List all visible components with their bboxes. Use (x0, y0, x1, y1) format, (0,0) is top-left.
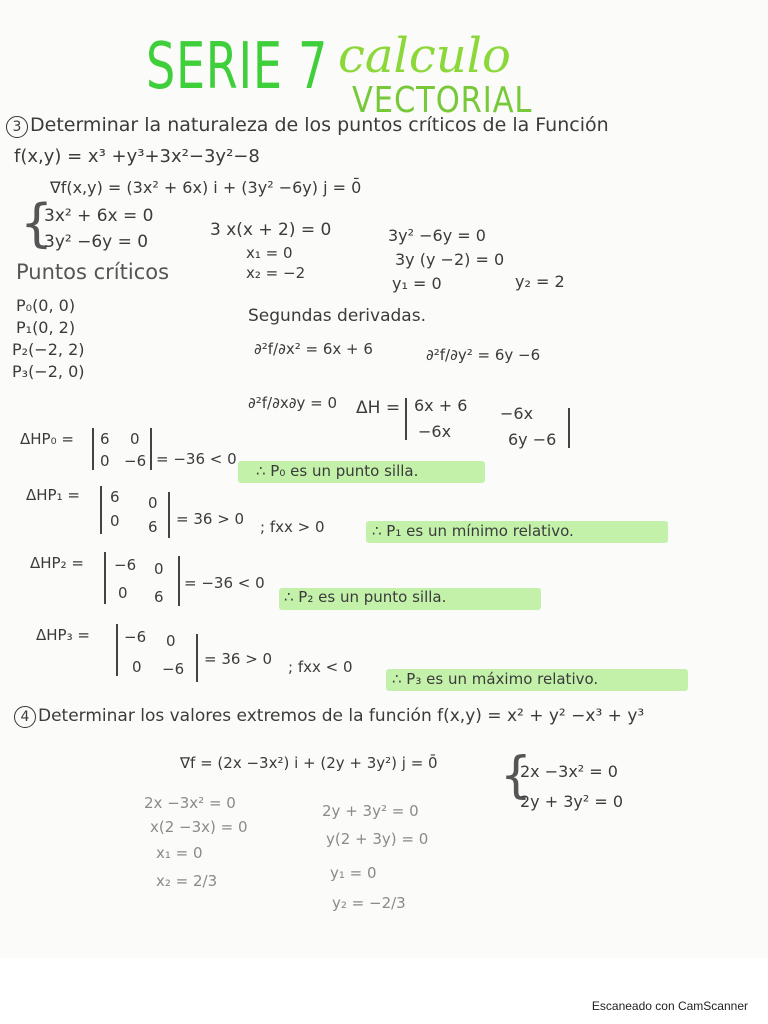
points-title: Puntos críticos (16, 260, 170, 284)
x-step-2: x₁ = 0 (246, 244, 293, 262)
p4-x-step-4: x₂ = 2/3 (156, 872, 218, 890)
hessian-right-bar (568, 408, 570, 448)
hessian-r2c2: 6y −6 (508, 430, 557, 449)
point-1: P₁(0, 2) (16, 318, 76, 337)
p4-x-step-1: 2x −3x² = 0 (144, 794, 236, 812)
eval-p2-label: ΔHP₂ = (30, 554, 84, 572)
title-vectorial: VECTORIAL (352, 80, 533, 121)
eval-p1-extra: ; fxx > 0 (260, 518, 325, 536)
eval-p0-m11: 6 (100, 430, 110, 448)
problem4-heading (14, 706, 644, 728)
eval-p1-m12: 0 (148, 494, 158, 512)
x-step-3: x₂ = −2 (246, 264, 306, 282)
eval-p0-result: = −36 < 0 (156, 450, 237, 468)
problem4-system-eq2: 2y + 3y² = 0 (520, 792, 624, 811)
problem4-statement: Determinar los valores extremos de la función f(x,y) = x² + y² −x³ + y³ (38, 706, 645, 726)
eval-p0-m12: 0 (130, 430, 140, 448)
point-3: P₃(−2, 0) (12, 362, 85, 381)
system-eq2: 3y² −6y = 0 (44, 232, 149, 252)
eval-p0-bar-left (92, 428, 94, 470)
system-eq1: 3x² + 6x = 0 (44, 206, 154, 226)
eval-p3-m22: −6 (162, 660, 185, 678)
problem4-system-eq1: 2x −3x² = 0 (520, 762, 618, 781)
eval-p3-m12: 0 (166, 632, 176, 650)
system-brace: { (20, 194, 54, 254)
fxy: ∂²f/∂x∂y = 0 (248, 394, 338, 412)
eval-p3-extra: ; fxx < 0 (288, 658, 353, 676)
eval-p3-bar-left (116, 624, 118, 676)
eval-p0-m22: −6 (124, 452, 147, 470)
problem3-function: f(x,y) = x³ +y³+3x²−3y²−8 (14, 146, 260, 167)
eval-p3-result: = 36 > 0 (204, 650, 273, 668)
fyy: ∂²f/∂y² = 6y −6 (426, 346, 541, 364)
p4-x-step-2: x(2 −3x) = 0 (150, 818, 248, 836)
camscanner-footer: Escaneado con CamScanner (591, 999, 748, 1013)
eval-p2-m22: 6 (154, 588, 164, 606)
problem4-gradient: ∇f = (2x −3x²) i + (2y + 3y²) j = 0̄ (180, 754, 438, 772)
eval-p0-label: ΔHP₀ = (20, 430, 74, 448)
y-step-4: y₂ = 2 (515, 272, 565, 291)
eval-p1-m21: 0 (110, 512, 120, 530)
eval-p2-m11: −6 (114, 556, 137, 574)
hessian-r1c1: 6x + 6 (414, 396, 468, 415)
eval-p2-m12: 0 (154, 560, 164, 578)
eval-p2-bar-left (104, 552, 106, 604)
hessian-left-bar (405, 398, 407, 440)
point-0: P₀(0, 0) (16, 296, 76, 315)
problem3-heading (6, 116, 609, 138)
eval-p3-label: ΔHP₃ = (36, 626, 90, 644)
eval-p2-conclusion: ∴ P₂ es un punto silla. (284, 588, 447, 606)
hessian-r1c2: −6x (500, 404, 534, 423)
title-calculo: calculo (338, 28, 511, 84)
eval-p3-m11: −6 (124, 628, 147, 646)
y-step-3: y₁ = 0 (392, 274, 442, 293)
p4-y-step-4: y₂ = −2/3 (332, 894, 406, 912)
eval-p0-bar-right (150, 428, 152, 470)
eval-p1-conclusion: ∴ P₁ es un mínimo relativo. (372, 522, 574, 540)
eval-p1-bar-right (168, 492, 170, 538)
x-step-1: 3 x(x + 2) = 0 (210, 220, 332, 240)
eval-p3-conclusion: ∴ P₃ es un máximo relativo. (392, 670, 599, 688)
y-step-2: 3y (y −2) = 0 (395, 250, 505, 269)
problem3-gradient: ∇f(x,y) = (3x² + 6x) i + (3y² −6y) j = 0̄ (50, 178, 362, 197)
eval-p2-m21: 0 (118, 584, 128, 602)
eval-p3-m21: 0 (132, 658, 142, 676)
p4-y-step-2: y(2 + 3y) = 0 (326, 830, 429, 848)
problem3-number: 3 (6, 116, 28, 138)
eval-p1-m11: 6 (110, 488, 120, 506)
eval-p2-result: = −36 < 0 (184, 574, 265, 592)
hessian-label: ΔH = (356, 398, 401, 418)
eval-p1-label: ΔHP₁ = (26, 486, 80, 504)
p4-x-step-3: x₁ = 0 (156, 844, 203, 862)
p4-y-step-3: y₁ = 0 (330, 864, 377, 882)
problem4-number: 4 (14, 706, 36, 728)
eval-p0-conclusion: ∴ P₀ es un punto silla. (256, 462, 419, 480)
p4-y-step-1: 2y + 3y² = 0 (322, 802, 419, 820)
problem3-statement: Determinar la naturaleza de los puntos críticos de la Función (30, 114, 609, 136)
second-derivatives-title: Segundas derivadas. (248, 306, 426, 326)
eval-p2-bar-right (178, 556, 180, 606)
eval-p1-bar-left (100, 486, 102, 534)
title-serie: SERIE 7 (146, 30, 329, 104)
point-2: P₂(−2, 2) (12, 340, 85, 359)
eval-p3-bar-right (196, 634, 198, 682)
eval-p1-result: = 36 > 0 (176, 510, 245, 528)
hessian-r2c1: −6x (418, 422, 452, 441)
eval-p1-m22: 6 (148, 518, 158, 536)
problem4-brace: { (500, 746, 532, 804)
eval-p0-m21: 0 (100, 452, 110, 470)
y-step-1: 3y² −6y = 0 (388, 226, 486, 245)
fxx: ∂²f/∂x² = 6x + 6 (254, 340, 373, 358)
